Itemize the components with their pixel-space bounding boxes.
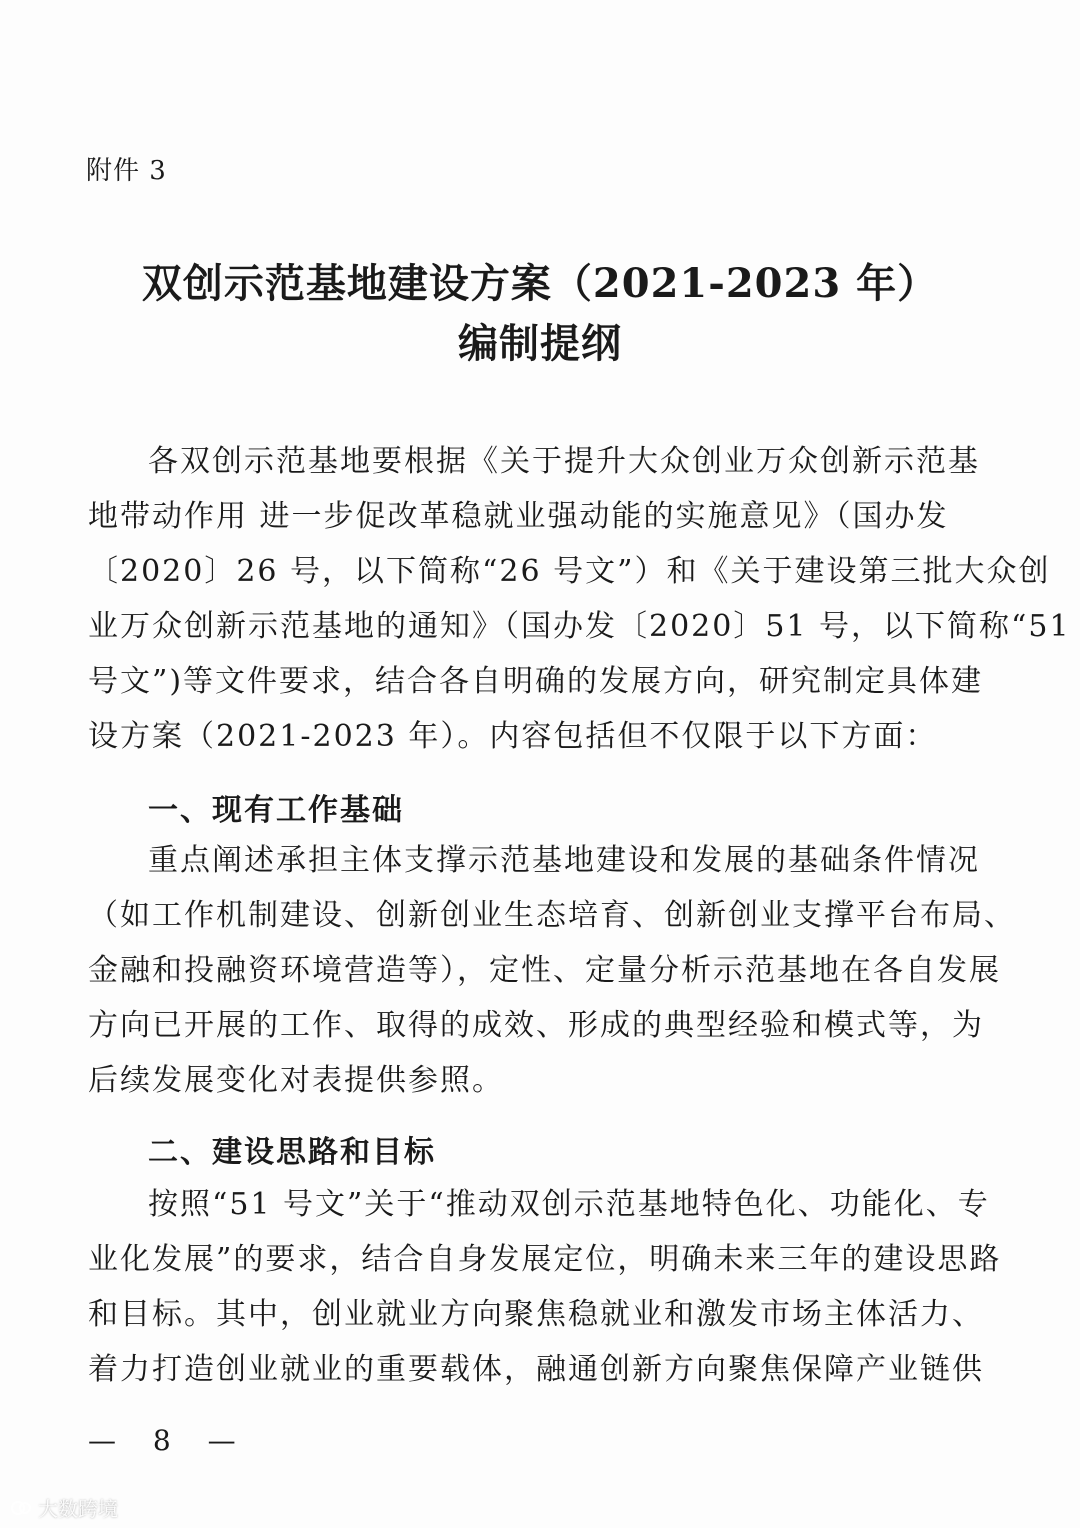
document-title-line-1: 双创示范基地建设方案（2021-2023 年） (141, 260, 939, 307)
section-1-heading: 一、现有工作基础 (148, 793, 404, 828)
paragraph-line: 地带动作用 进一步促改革稳就业强动能的实施意见》（国办发 (88, 499, 949, 534)
paragraph-line: 金融和投融资环境营造等），定性、定量分析示范基地在各自发展 (88, 953, 1001, 988)
watermark-text: 大数跨境 (38, 1497, 118, 1521)
intro-paragraph (88, 434, 1071, 764)
paragraph-line: 〔2020〕26 号，以下简称“26 号文”）和《关于建设第三批大众创 (88, 554, 1051, 589)
watermark (10, 1493, 118, 1522)
paragraph-line: 号文”)等文件要求，结合各自明确的发展方向，研究制定具体建 (88, 664, 984, 699)
document-title-line-2: 编制提纲 (458, 320, 622, 367)
paragraph-line: 着力打造创业就业的重要载体，融通创新方向聚焦保障产业链供 (88, 1352, 984, 1387)
paragraph-line: 后续发展变化对表提供参照。 (88, 1063, 504, 1098)
paragraph-line: 和目标。其中，创业就业方向聚焦稳就业和激发市场主体活力、 (88, 1297, 984, 1332)
attachment-label: 附件 3 (86, 156, 167, 186)
paragraph-line: 方向已开展的工作、取得的成效、形成的典型经验和模式等，为 (88, 1008, 984, 1043)
section-2-paragraph (88, 1177, 1002, 1397)
watermark-logo-icon (10, 1497, 32, 1519)
section-1-paragraph (88, 833, 1016, 1108)
paragraph-line: 设方案（2021-2023 年）。内容包括但不仅限于以下方面： (88, 719, 938, 754)
paragraph-line: 按照“51 号文”关于“推动双创示范基地特色化、功能化、专 (148, 1187, 990, 1222)
page-number: — 8 — (88, 1424, 250, 1457)
section-2-heading: 二、建设思路和目标 (148, 1135, 436, 1170)
paragraph-line: 业化发展”的要求，结合自身发展定位，明确未来三年的建设思路 (88, 1242, 1002, 1277)
paragraph-line: （如工作机制建设、创新创业生态培育、创新创业支撑平台布局、 (88, 898, 1016, 933)
paragraph-line: 业万众创新示范基地的通知》（国办发〔2020〕51 号，以下简称“51 (88, 609, 1071, 644)
paragraph-line: 重点阐述承担主体支撑示范基地建设和发展的基础条件情况 (148, 843, 980, 878)
paragraph-line: 各双创示范基地要根据《关于提升大众创业万众创新示范基 (148, 444, 980, 479)
